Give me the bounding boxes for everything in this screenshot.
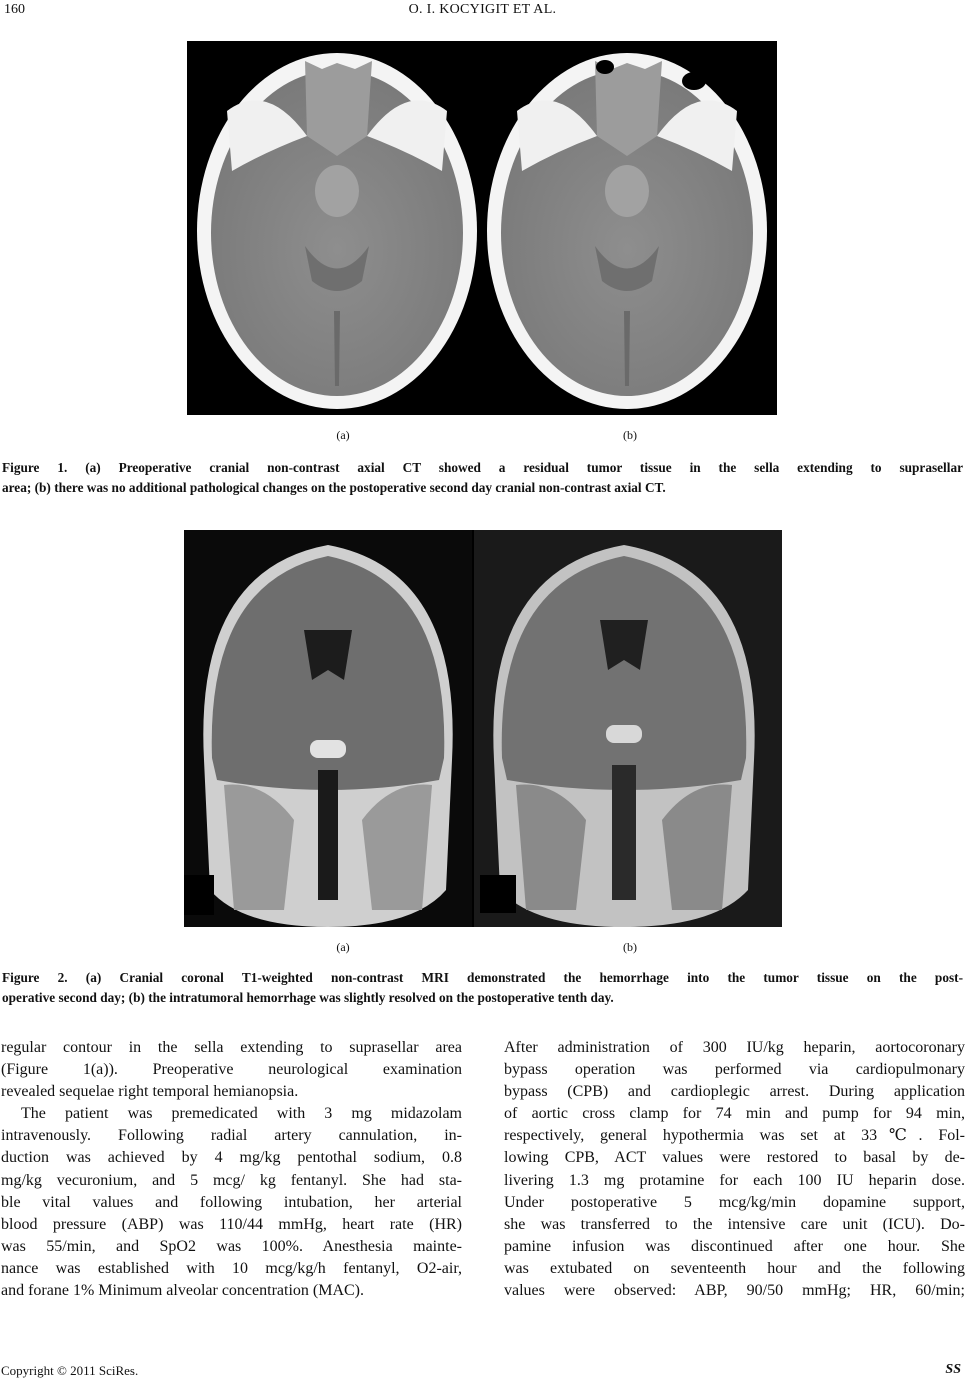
body-left-column <box>1 1037 462 1302</box>
paragraph-line: blood pressure (ABP) was 110/44 mmHg, heart rate (HR) <box>1 1215 462 1233</box>
figure-1-label-a: (a) <box>336 428 350 442</box>
paragraph-line: duction was achieved by 4 mg/kg pentothal sodium, 0.8 <box>1 1149 462 1167</box>
paragraph-line: of aortic cross clamp for 74 min and pump for 94 min, <box>504 1105 965 1123</box>
paragraph-line: mg/kg vecuronium, and 5 mcg/ kg fentanyl. She had sta- <box>1 1171 462 1189</box>
figure-2-label-b: (b) <box>623 940 637 954</box>
paragraph-line: nance was established with 10 mcg/kg/h fentanyl, O2-air, <box>1 1259 462 1277</box>
paragraph-line: was extubated on seventeenth hour and the following <box>504 1259 965 1277</box>
figure-1-caption-line: Figure 1. (a) Preoperative cranial non-contrast axial CT showed a residual tumor tissue in the sella extending to suprasellar <box>2 460 963 475</box>
paragraph-line: was 55/min, and SpO2 was 100%. Anesthesia mainte- <box>1 1237 462 1255</box>
paragraph-line: ble vital values and following intubation, her arterial <box>1 1193 462 1211</box>
footer-copyright: Copyright © 2011 SciRes. <box>1 1363 139 1378</box>
footer-journal-abbrev: SS <box>945 1362 961 1377</box>
figure-2-mri-scans <box>184 530 782 927</box>
figure-2-label-a: (a) <box>336 940 350 954</box>
page-number: 160 <box>4 2 25 17</box>
paragraph-line: lowing CPB, ACT values were restored to basal by de- <box>504 1149 965 1167</box>
paragraph-line: Under postoperative 5 mcg/kg/min dopamine support, <box>504 1193 965 1211</box>
figure-1-label-b: (b) <box>623 428 637 442</box>
figure-1-caption <box>2 458 963 498</box>
ct-panel-b <box>487 53 767 409</box>
paragraph-line: bypass (CPB) and cardioplegic arrest. During application <box>504 1083 965 1101</box>
paragraph-line: pamine infusion was discontinued after one hour. She <box>504 1237 965 1255</box>
figure-2-caption-line: Figure 2. (a) Cranial coronal T1-weighted non-contrast MRI demonstrated the hemorrhage into the tumor tissue on the post- <box>2 970 963 985</box>
paragraph-line: regular contour in the sella extending to suprasellar area <box>1 1039 462 1056</box>
figure-1-ct-scans <box>187 41 777 415</box>
paragraph-line: livering 1.3 mg protamine for each 100 IU heparin dose. <box>504 1171 965 1189</box>
running-title: O. I. KOCYIGIT ET AL. <box>408 2 557 17</box>
figure-2-caption <box>2 968 963 1008</box>
paragraph-line: she was transferred to the intensive care unit (ICU). Do- <box>504 1215 965 1233</box>
figure-2-caption-line: operative second day; (b) the intratumoral hemorrhage was slightly resolved on the postoperative tenth day. <box>2 990 614 1005</box>
paragraph-line: and forane 1% Minimum alveolar concentration (MAC). <box>1 1282 364 1300</box>
paragraph-line: bypass operation was performed via cardiopulmonary <box>504 1061 965 1079</box>
paragraph-line: respectively, general hypothermia was set at 33℃. Fol- <box>504 1127 965 1145</box>
figure-1-ct-image <box>187 41 777 415</box>
paragraph-line: intravenously. Following radial artery cannulation, in- <box>1 1127 462 1145</box>
mri-panel-b <box>474 530 782 927</box>
paragraph-line: The patient was premedicated with 3 mg midazolam <box>21 1105 462 1123</box>
ct-panel-a <box>197 53 477 409</box>
paragraph-line: values were observed: ABP, 90/50 mmHg; HR, 60/min; <box>504 1282 965 1300</box>
mri-panel-a <box>184 530 472 927</box>
paragraph-line: revealed sequelae right temporal hemianopsia. <box>1 1083 299 1101</box>
paragraph-line: After administration of 300 IU/kg heparin, aortocoronary <box>504 1039 965 1056</box>
figure-1-caption-line: area; (b) there was no additional pathological changes on the postoperative second day cranial non-contrast axial CT. <box>2 480 666 495</box>
body-right-column <box>504 1037 965 1302</box>
figure-2-mri-image <box>184 530 782 927</box>
paragraph-line: (Figure 1(a)). Preoperative neurological examination <box>1 1061 462 1079</box>
page-header <box>0 0 965 26</box>
